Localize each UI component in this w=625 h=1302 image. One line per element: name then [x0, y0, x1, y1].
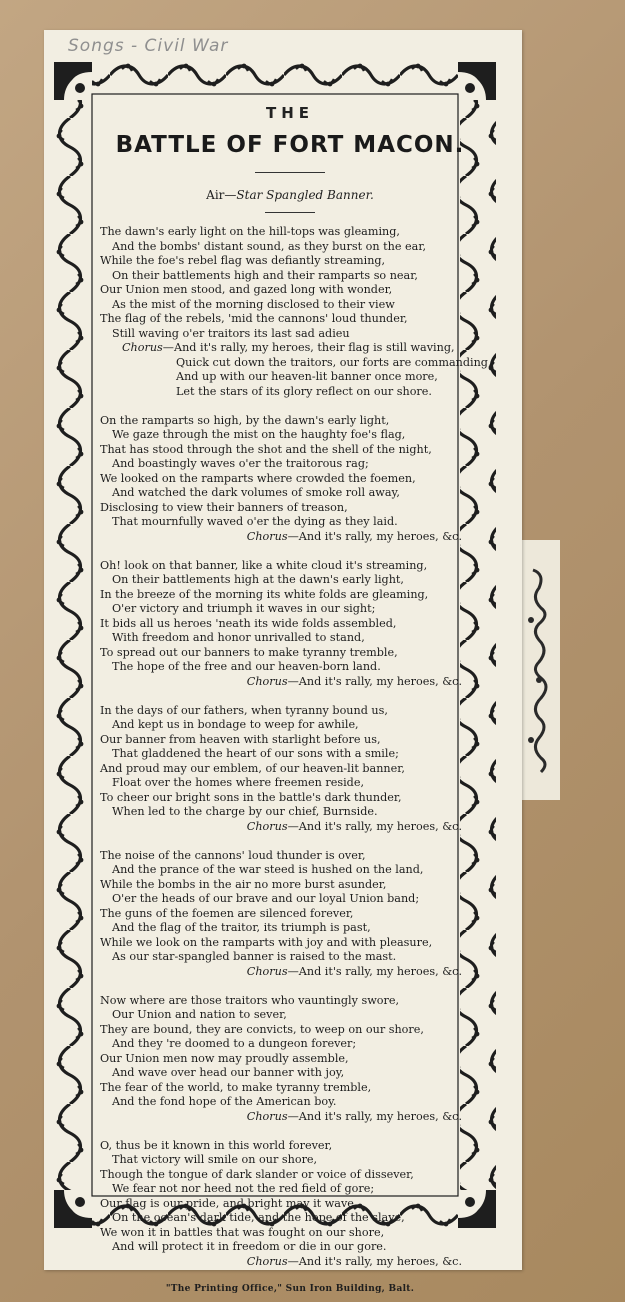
- verse-line: Oh! look on that banner, like a white cloud it's streaming,: [100, 558, 428, 572]
- fragment-ornament: [523, 560, 551, 800]
- verse-line: On the ramparts so high, by the dawn's early light,: [100, 413, 390, 427]
- chorus-text: —And it's rally, my heroes, &c.: [287, 529, 462, 543]
- verse-line: And they 're doomed to a dungeon forever;: [112, 1037, 357, 1050]
- verse-line: Our flag is our pride, and bright may it wave,: [100, 1196, 358, 1210]
- verse-line: On their battlements high at the dawn's early light,: [112, 573, 404, 586]
- stanza: [100, 559, 480, 690]
- stanza: [100, 704, 480, 835]
- chorus-text: Quick cut down the traitors, our forts are commanding,: [176, 355, 492, 369]
- chorus-text: —And it's rally, my heroes, &c.: [287, 1254, 462, 1268]
- chorus-text: —And it's rally, my heroes, &c.: [287, 819, 462, 833]
- verse-line: O'er victory and triumph it waves in our sight;: [112, 602, 376, 615]
- chorus-line: [100, 1255, 480, 1270]
- verse-line: Our Union men now may proudly assemble,: [100, 1051, 349, 1065]
- verse-line: That gladdened the heart of our sons with a smile;: [112, 747, 399, 760]
- verse-line: The dawn's early light on the hill-tops was gleaming,: [100, 225, 400, 238]
- verse-line: Our banner from heaven with starlight before us,: [100, 732, 381, 746]
- verse-line: That victory will smile on our shore,: [112, 1153, 318, 1166]
- broadside-content: [100, 104, 492, 1294]
- verse-line: Our Union men stood, and gazed long with wonder,: [100, 283, 393, 296]
- chorus-line: [100, 820, 480, 835]
- air-tune: Star Spangled Banner.: [236, 188, 374, 202]
- verse-line: Still waving o'er traitors its last sad adieu: [112, 326, 350, 340]
- verse-line: And watched the dark volumes of smoke roll away,: [112, 486, 400, 499]
- verse-line: They are bound, they are convicts, to weep on our shore,: [100, 1022, 424, 1036]
- chorus-label: Chorus: [246, 1109, 288, 1123]
- chorus-label: Chorus: [246, 819, 288, 833]
- air-label: Air—: [206, 188, 237, 202]
- verse-line: And wave over head our banner with joy,: [112, 1066, 345, 1079]
- verse-line: And the flag of the traitor, its triumph is past,: [112, 921, 371, 934]
- verse-line: When led to the charge by our chief, Burnside.: [112, 805, 378, 818]
- chorus-text: —And it's rally, my heroes, &c.: [287, 964, 462, 978]
- verse-line: The fear of the world, to make tyranny tremble,: [100, 1080, 372, 1094]
- chorus-line: [100, 1110, 480, 1125]
- chorus-line: [100, 385, 480, 400]
- chorus-line: [100, 355, 492, 371]
- stanza: [100, 414, 480, 545]
- title-article: THE: [265, 104, 315, 122]
- verse-line: And proud may our emblem, of our heaven-lit banner,: [100, 761, 405, 775]
- verse-line: We won it in battles that was fought on our shore,: [100, 1225, 385, 1239]
- verse-line: And boastingly waves o'er the traitorous rag;: [112, 457, 369, 470]
- stanza: [100, 849, 480, 980]
- verse-line: Our Union and nation to sever,: [112, 1008, 287, 1021]
- chorus-line: [100, 370, 480, 385]
- verse-line: As our star-spangled banner is raised to the mast.: [112, 950, 397, 963]
- chorus-text: Let the stars of its glory reflect on our shore.: [176, 384, 432, 398]
- verse-line: Disclosing to view their banners of treason,: [100, 500, 348, 514]
- verse-line: And the fond hope of the American boy.: [112, 1095, 337, 1108]
- verse-line: It bids all us heroes 'neath its wide folds assembled,: [100, 616, 397, 630]
- verse-line: That mournfully waved o'er the dying as they laid.: [112, 515, 398, 528]
- verse-line: To spread out our banners to make tyranny tremble,: [100, 645, 398, 659]
- verse-line: And the bombs' distant sound, as they burst on the ear,: [112, 239, 426, 253]
- title-rule: [255, 172, 325, 173]
- printer-imprint: "The Printing Office," Sun Iron Building, Balt.: [165, 1283, 415, 1294]
- chorus-label: Chorus: [246, 529, 288, 543]
- chorus-text: And up with our heaven-lit banner once more,: [176, 370, 438, 383]
- verse-line: To cheer our bright sons in the battle's dark thunder,: [100, 790, 402, 804]
- verse-line: And kept us in bondage to weep for awhile,: [112, 718, 359, 731]
- verse-line: As the mist of the morning disclosed to their view: [112, 297, 395, 311]
- verse-line: And the prance of the war steed is hushed on the land,: [112, 863, 424, 876]
- verse-line: While we look on the ramparts with joy and with pleasure,: [100, 935, 433, 949]
- verse-line: Though the tongue of dark slander or voice of dissever,: [100, 1167, 414, 1181]
- stanza: [100, 1139, 480, 1270]
- verse-line: And will protect it in freedom or die in our gore.: [112, 1240, 387, 1253]
- stanzas: [100, 225, 492, 1269]
- verse-line: On the ocean's dark tide, and the hope of the slave,: [112, 1211, 405, 1224]
- verse-line: While the bombs in the air no more burst asunder,: [100, 877, 387, 891]
- song-title: BATTLE OF FORT MACON.: [115, 132, 465, 158]
- verse-line: We looked on the ramparts where crowded the foemen,: [100, 471, 416, 485]
- chorus-line: [100, 530, 480, 545]
- chorus-label: Chorus: [246, 674, 288, 688]
- chorus-label: Chorus: [246, 964, 288, 978]
- verse-line: Float over the homes where freemen reside,: [112, 776, 364, 789]
- chorus-text: —And it's rally, my heroes, their flag is still waving,: [162, 341, 455, 354]
- air-rule: [265, 212, 315, 213]
- verse-line: That has stood through the shot and the shell of the night,: [100, 442, 432, 456]
- verse-line: On their battlements high and their ramparts so near,: [112, 268, 418, 282]
- chorus-label: Chorus: [246, 1254, 288, 1268]
- chorus-line: [100, 965, 480, 980]
- verse-line: Now where are those traitors who vauntingly swore,: [100, 993, 400, 1007]
- air-line: [100, 188, 480, 202]
- verse-line: The noise of the cannons' loud thunder is over,: [100, 848, 366, 862]
- verse-line: O'er the heads of our brave and our loyal Union band;: [112, 892, 420, 905]
- verse-line: O, thus be it known in this world forever,: [100, 1138, 333, 1152]
- verse-line: In the breeze of the morning its white folds are gleaming,: [100, 587, 429, 601]
- verse-line: We gaze through the mist on the haughty foe's flag,: [112, 428, 406, 441]
- verse-line: In the days of our fathers, when tyranny bound us,: [100, 703, 388, 717]
- verse-line: The guns of the foemen are silenced forever,: [100, 906, 354, 920]
- verse-line: The flag of the rebels, 'mid the cannons' loud thunder,: [100, 312, 408, 325]
- handwritten-note: Songs - Civil War: [68, 36, 229, 56]
- stanza: [100, 225, 492, 399]
- verse-line: The hope of the free and our heaven-born land.: [112, 660, 381, 673]
- chorus-text: —And it's rally, my heroes, &c.: [287, 674, 462, 688]
- chorus-label: Chorus: [122, 341, 163, 354]
- chorus-line: [100, 341, 480, 356]
- chorus-text: —And it's rally, my heroes, &c.: [287, 1109, 462, 1123]
- verse-line: While the foe's rebel flag was defiantly streaming,: [100, 254, 386, 267]
- stanza: [100, 994, 480, 1125]
- chorus-line: [100, 675, 480, 690]
- verse-line: We fear not nor heed not the red field of gore;: [112, 1182, 375, 1195]
- verse-line: With freedom and honor unrivalled to stand,: [112, 631, 365, 644]
